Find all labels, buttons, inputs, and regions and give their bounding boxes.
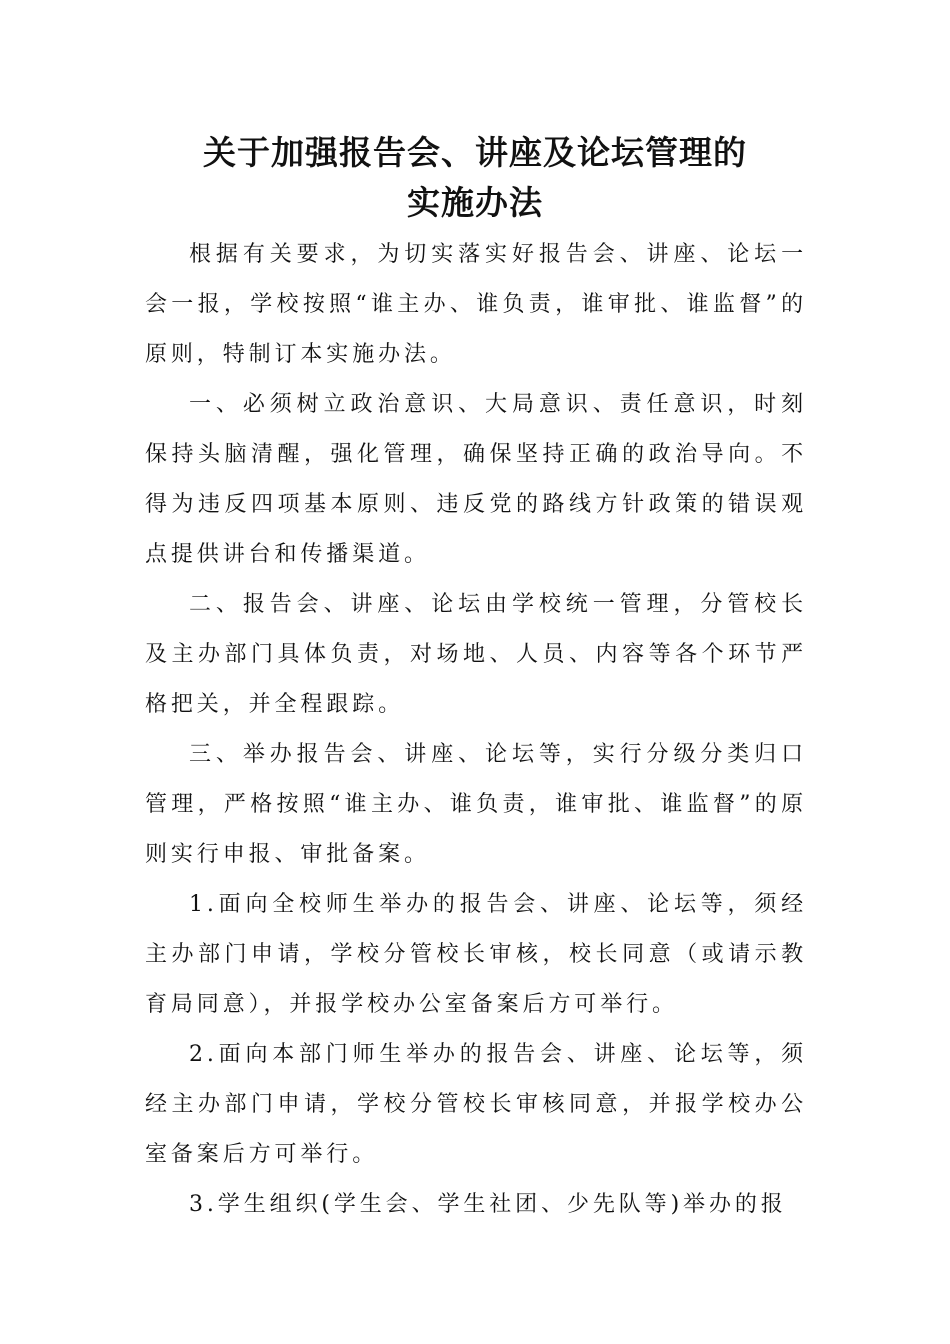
paragraph-section-3: 三、举办报告会、讲座、论坛等，实行分级分类归口管理，严格按照“谁主办、谁负责，谁审批、谁监督”的原则实行申报、审批备案。 — [145, 742, 807, 867]
paragraph-section-2: 二、报告会、讲座、论坛由学校统一管理，分管校长及主办部门具体负责，对场地、人员、内容等各个环节严格把关，并全程跟踪。 — [145, 592, 807, 717]
paragraph-item-2: 2.面向本部门师生举办的报告会、讲座、论坛等，须经主办部门申请，学校分管校长审核同意，并报学校办公室备案后方可举行。 — [145, 1042, 807, 1167]
document-title — [0, 128, 950, 228]
document-body — [145, 230, 807, 1300]
paragraph-section-1: 一、必须树立政治意识、大局意识、责任意识，时刻保持头脑清醒，强化管理，确保坚持正确的政治导向。不得为违反四项基本原则、违反党的路线方针政策的错误观点提供讲台和传播渠道。 — [145, 392, 807, 567]
paragraph-intro: 根据有关要求，为切实落实好报告会、讲座、论坛一会一报，学校按照“谁主办、谁负责，谁审批、谁监督”的原则，特制订本实施办法。 — [145, 242, 807, 367]
title-line-1: 关于加强报告会、讲座及论坛管理的 — [203, 133, 747, 172]
paragraph-item-3: 3.学生组织(学生会、学生社团、少先队等)举办的报 — [189, 1192, 787, 1217]
title-line-2: 实施办法 — [407, 183, 543, 222]
paragraph-item-1: 1.面向全校师生举办的报告会、讲座、论坛等，须经主办部门申请，学校分管校长审核，校长同意（或请示教育局同意），并报学校办公室备案后方可举行。 — [145, 892, 807, 1017]
